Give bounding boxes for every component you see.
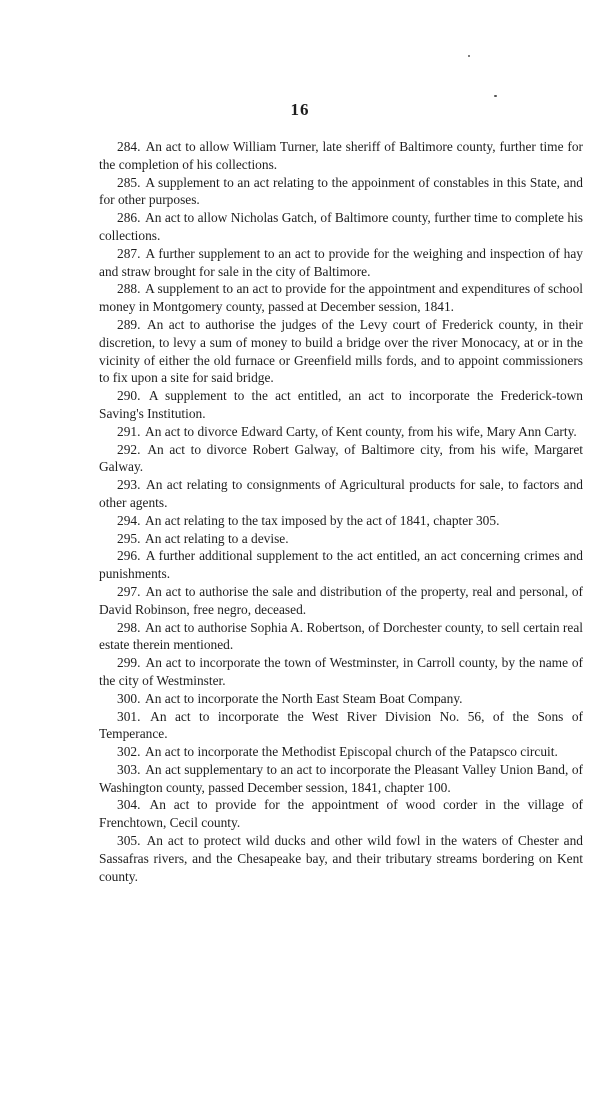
act-number: 300.	[117, 690, 141, 706]
act-number: 292.	[117, 441, 141, 457]
scan-speck	[494, 95, 497, 97]
act-number: 297.	[117, 583, 141, 599]
act-entry-292	[99, 441, 583, 477]
act-text: An act to divorce Edward Carty, of Kent county, from his wife, Mary Ann Carty.	[145, 423, 577, 439]
act-entry-305	[99, 832, 583, 885]
act-number: 301.	[117, 708, 141, 724]
act-text: An act to provide for the appointment of wood corder in the village of Frenchtown, Cecil county.	[99, 797, 583, 831]
act-number: 298.	[117, 619, 141, 635]
act-number: 304.	[117, 797, 141, 813]
act-text: An act supplementary to an act to incorporate the Pleasant Valley Union Band, of Washington county, passed December session, 1841, chapter 100.	[99, 761, 583, 795]
act-entry-293	[99, 476, 583, 512]
act-text: An act relating to the tax imposed by the act of 1841, chapter 305.	[145, 512, 500, 528]
act-text: An act to authorise the sale and distribution of the property, real and personal, of David Robinson, free negro, deceased.	[99, 583, 583, 617]
act-entry-284	[99, 138, 583, 174]
act-entry-288	[99, 280, 583, 316]
act-list	[99, 138, 583, 885]
act-text: An act relating to consignments of Agricultural products for sale, to factors and other agents.	[99, 477, 583, 510]
act-text: An act to incorporate the North East Steam Boat Company.	[145, 690, 463, 706]
act-number: 290.	[117, 388, 141, 404]
act-number: 296.	[117, 548, 141, 564]
act-number: 289.	[117, 316, 141, 332]
act-text: An act relating to a devise.	[145, 530, 289, 546]
act-number: 294.	[117, 512, 141, 528]
act-number: 288.	[117, 281, 141, 297]
act-text: An act to authorise the judges of the Levy court of Frederick county, in their discretion, to levy a sum of money to build a bridge over the river Monocacy, at or in the vicinity of either the old furnace or Greenfield mills fords, and to appoint commissioners to fix upon a site for said bridge.	[99, 316, 583, 386]
act-number: 291.	[117, 423, 141, 439]
act-entry-303	[99, 761, 583, 797]
act-text: A further additional supplement to the act entitled, an act concerning crimes and punishments.	[99, 548, 584, 582]
act-number: 303.	[117, 761, 141, 777]
act-entry-300	[99, 690, 583, 708]
act-entry-286	[99, 209, 583, 245]
act-entry-295	[99, 530, 583, 548]
act-number: 287.	[117, 245, 141, 261]
act-entry-299	[99, 654, 583, 690]
scan-speck	[468, 55, 470, 57]
act-entry-296	[99, 547, 583, 583]
act-entry-289	[99, 316, 583, 387]
act-text: An act to incorporate the West River Division No. 56, of the Sons of Temperance.	[99, 708, 584, 742]
act-number: 305.	[117, 833, 141, 849]
act-number: 286.	[117, 210, 141, 226]
act-number: 299.	[117, 655, 141, 671]
act-text: An act to authorise Sophia A. Robertson, of Dorchester county, to sell certain real estate therein mentioned.	[99, 619, 584, 653]
act-text: An act to incorporate the town of Westminster, in Carroll county, by the name of the city of Westminster.	[99, 655, 584, 688]
page-number: 16	[290, 100, 310, 119]
act-entry-298	[99, 619, 583, 655]
act-text: A supplement to an act to provide for the appointment and expenditures of school money in Montgomery county, passed at December session, 1841.	[99, 281, 584, 315]
act-text: An act to protect wild ducks and other wild fowl in the waters of Chester and Sassafras rivers, and the Chesapeake bay, and their tributary streams bordering on Kent county.	[99, 833, 583, 884]
act-number: 293.	[117, 477, 141, 493]
act-entry-294	[99, 512, 583, 530]
act-text: A further supplement to an act to provide for the weighing and inspection of hay and straw brought for sale in the city of Baltimore.	[99, 245, 584, 279]
act-entry-302	[99, 743, 583, 761]
act-text: An act to allow Nicholas Gatch, of Baltimore county, further time to complete his collections.	[99, 210, 583, 243]
act-entry-304	[99, 796, 583, 832]
act-number: 295.	[117, 530, 141, 546]
act-entry-291	[99, 423, 583, 441]
act-text: A supplement to an act relating to the appoinment of constables in this State, and for other purposes.	[99, 174, 583, 208]
act-text: An act to divorce Robert Galway, of Baltimore city, from his wife, Margaret Galway.	[99, 441, 583, 475]
act-number: 302.	[117, 744, 141, 760]
act-text: An act to incorporate the Methodist Episcopal church of the Patapsco circuit.	[145, 744, 558, 760]
act-text: A supplement to the act entitled, an act to incorporate the Frederick-town Saving's Institution.	[99, 388, 584, 421]
act-entry-301	[99, 708, 583, 744]
act-text: An act to allow William Turner, late sheriff of Baltimore county, further time for the completion of his collections.	[99, 139, 584, 172]
act-entry-290	[99, 387, 583, 423]
act-entry-285	[99, 174, 583, 210]
act-number: 284.	[117, 139, 141, 154]
act-number: 285.	[117, 174, 141, 190]
act-entry-297	[99, 583, 583, 619]
act-entry-287	[99, 245, 583, 281]
